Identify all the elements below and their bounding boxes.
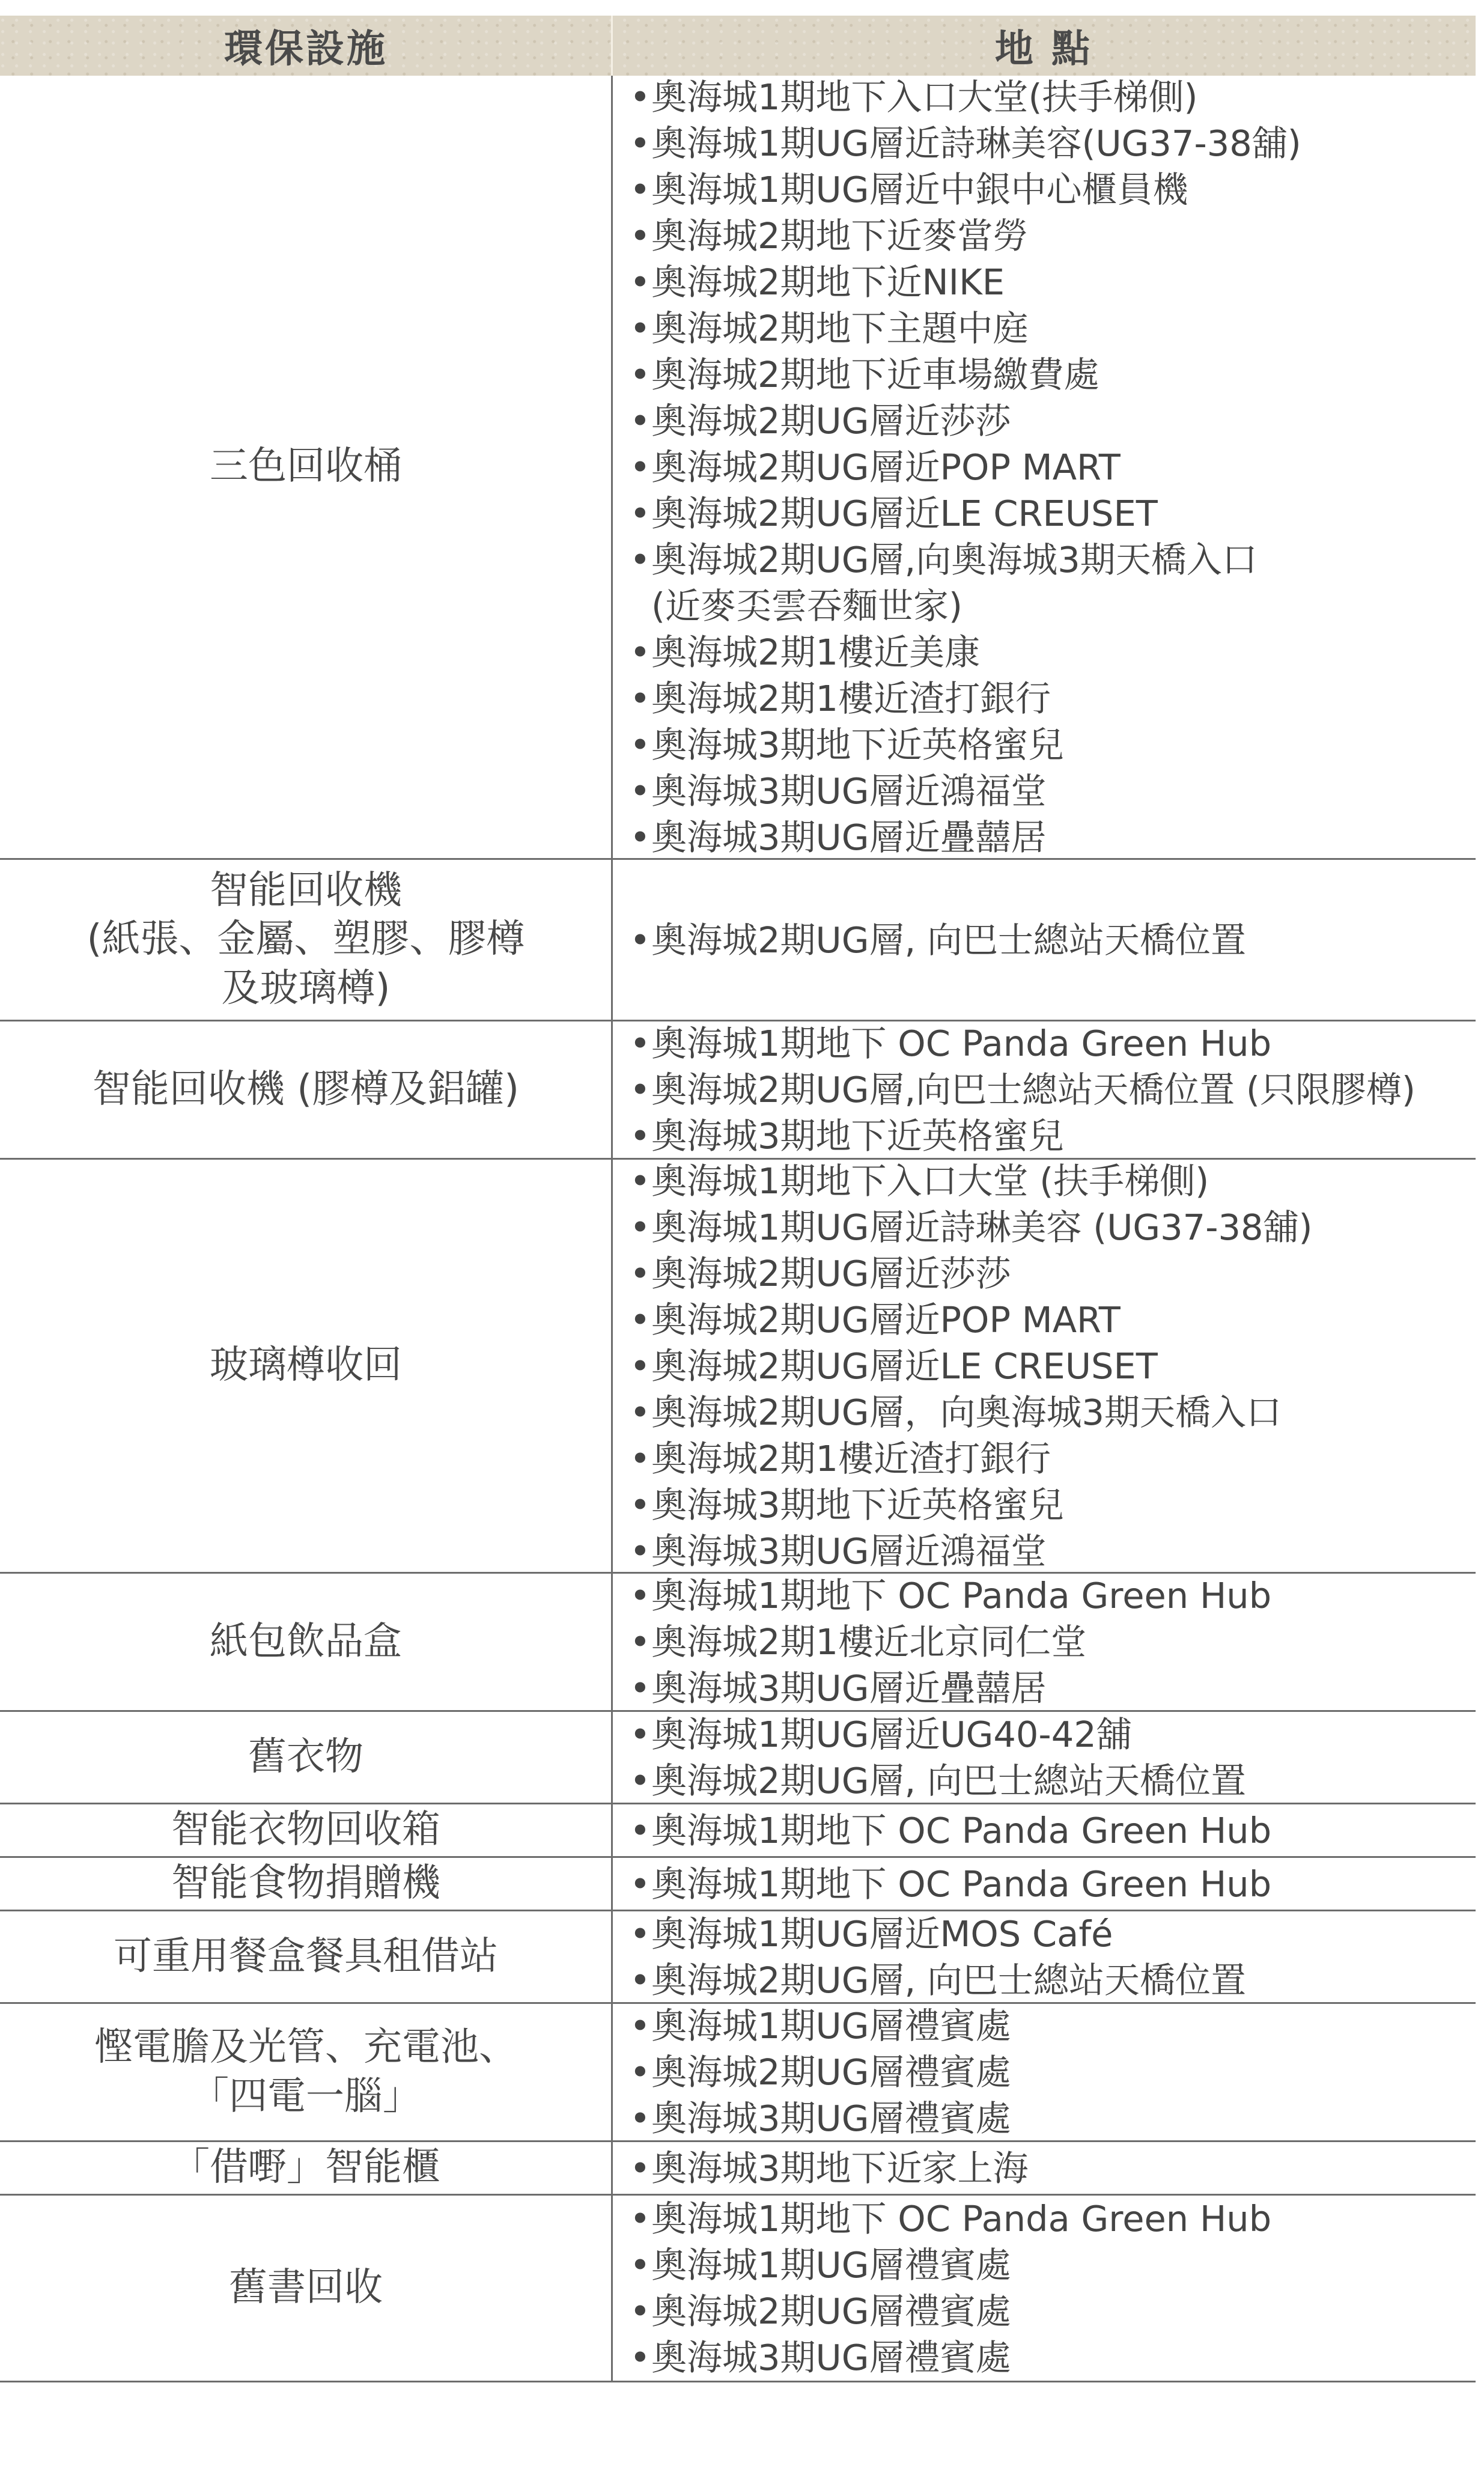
facility-cell: [0, 860, 612, 1020]
location-cell: [613, 1574, 1476, 1710]
location-item: [630, 917, 1476, 963]
bullet-icon: •: [630, 2337, 651, 2378]
bullet-icon: •: [630, 168, 651, 210]
bullet-icon: •: [630, 76, 651, 118]
bullet-icon: •: [630, 1759, 651, 1801]
bullet-icon: •: [630, 2291, 651, 2332]
location-text: 奧海城1期UG層近中銀中心櫃員機: [651, 168, 1188, 210]
facility-cell: [0, 76, 612, 858]
facility-cell: [0, 2004, 612, 2140]
bullet-icon: •: [630, 1160, 651, 1202]
location-item: [630, 2334, 1476, 2381]
location-item: [630, 814, 1476, 860]
location-text: 奧海城2期1樓近渣打銀行: [651, 1437, 1051, 1479]
location-cell: [613, 860, 1476, 1020]
location-item: [630, 120, 1476, 166]
facility-name: 舊衣物: [248, 1734, 363, 1779]
table-row: [0, 1858, 1476, 1911]
facility-name: 慳電膽及光管、充電池、: [94, 2025, 517, 2070]
location-cell: [613, 2196, 1476, 2381]
location-item: [630, 675, 1476, 722]
location-item: [630, 1250, 1476, 1297]
location-cell: [613, 1712, 1476, 1803]
location-item: [630, 1665, 1476, 1711]
bullet-icon: •: [630, 770, 651, 812]
location-item: [630, 1067, 1476, 1113]
facility-cell: [0, 1911, 612, 2002]
table-row: [0, 1160, 1476, 1574]
bullet-icon: •: [630, 2098, 651, 2139]
location-item: [630, 2288, 1476, 2334]
table-row: [0, 2196, 1476, 2382]
facility-cell: [0, 2196, 612, 2381]
bullet-icon: •: [630, 1023, 651, 1064]
bullet-icon: •: [630, 723, 651, 766]
table-row: [0, 1712, 1476, 1804]
facility-cell: [0, 2142, 612, 2194]
facility-name: 智能食物捐贈機: [171, 1861, 440, 1906]
table-row: [0, 860, 1476, 1021]
bullet-icon: •: [630, 353, 651, 395]
location-item: [630, 213, 1476, 259]
location-text: 奧海城3期UG層近鴻福堂: [651, 770, 1047, 812]
location-item: [630, 1343, 1476, 1389]
location-item: [630, 722, 1476, 768]
bullet-icon: •: [630, 2244, 651, 2286]
location-text: 奧海城1期UG層近詩琳美容 (UG37-38舖): [651, 1206, 1313, 1248]
bullet-icon: •: [630, 919, 651, 961]
location-text: 奧海城1期UG層禮賓處: [651, 2244, 1011, 2286]
bullet-icon: •: [630, 1913, 651, 1955]
location-item: [630, 74, 1476, 120]
location-text: 奧海城2期UG層近LE CREUSET: [651, 492, 1158, 534]
location-cell: [613, 1160, 1476, 1572]
location-item: [630, 1435, 1476, 1482]
bullet-icon: •: [630, 1530, 651, 1572]
bullet-icon: •: [630, 1959, 651, 2001]
location-item: [630, 1482, 1476, 1528]
location-text: 奧海城3期地下近家上海: [651, 2147, 1029, 2189]
facility-name: 舊書回收: [229, 2265, 383, 2310]
location-text: 奧海城1期UG層近詩琳美容(UG37-38舖): [651, 122, 1301, 164]
location-text: 奧海城1期UG層近UG40-42舖: [651, 1713, 1132, 1755]
facility-cell: [0, 1804, 612, 1856]
location-item: [630, 2196, 1476, 2242]
location-text: 奧海城1期地下入口大堂(扶手梯側): [651, 76, 1198, 118]
location-item: [630, 490, 1476, 537]
location-item: [630, 2145, 1476, 2191]
location-text: 奧海城2期UG層近POP MART: [651, 1298, 1121, 1341]
bullet-icon: •: [630, 1069, 651, 1110]
table-row: [0, 2142, 1476, 2196]
location-text: 奧海城2期UG層禮賓處: [651, 2051, 1011, 2093]
header-facility: 環保設施: [224, 27, 388, 72]
facility-name: (紙張、金屬、塑膠、膠樽: [87, 917, 525, 962]
bullet-icon: •: [630, 677, 651, 719]
location-text: 奧海城2期地下主題中庭: [651, 307, 1029, 349]
facility-cell: [0, 1574, 612, 1710]
bullet-icon: •: [630, 492, 651, 534]
location-text: 奧海城3期UG層禮賓處: [651, 2098, 1011, 2139]
location-item: [630, 2242, 1476, 2288]
location-item: [630, 1911, 1476, 1957]
location-item: [630, 2049, 1476, 2095]
location-text: 奧海城1期UG層禮賓處: [651, 2005, 1011, 2047]
table-row: [0, 2004, 1476, 2142]
location-text: 奧海城1期地下入口大堂 (扶手梯側): [651, 1160, 1209, 1202]
bullet-icon: •: [630, 1713, 651, 1755]
bullet-icon: •: [630, 1484, 651, 1526]
location-cell: [613, 1858, 1476, 1910]
location-item: [630, 1158, 1476, 1204]
location-item: [630, 1807, 1476, 1854]
facility-name: 三色回收桶: [210, 444, 402, 489]
bullet-icon: •: [630, 2005, 651, 2047]
location-text: 奧海城1期地下 OC Panda Green Hub: [651, 1863, 1272, 1905]
location-item: [630, 1528, 1476, 1574]
facility-cell: [0, 1712, 612, 1803]
table-row: [0, 1574, 1476, 1712]
facility-cell: [0, 1160, 612, 1572]
location-item: [630, 1113, 1476, 1159]
location-item: [630, 305, 1476, 352]
table-row: [0, 1021, 1476, 1160]
location-text: 奧海城3期UG層近鴻福堂: [651, 1530, 1047, 1572]
location-cell: [613, 1021, 1476, 1158]
bullet-icon: •: [630, 307, 651, 349]
location-text: 奧海城3期地下近英格蜜兒: [651, 1115, 1064, 1157]
bullet-icon: •: [630, 2147, 651, 2189]
location-text: 奧海城2期1樓近渣打銀行: [651, 677, 1051, 719]
location-item: [630, 1711, 1476, 1758]
bullet-icon: •: [630, 631, 651, 673]
location-text: 奧海城2期UG層禮賓處: [651, 2291, 1011, 2332]
bullet-icon: •: [630, 1437, 651, 1479]
bullet-icon: •: [630, 1621, 651, 1663]
location-text: 奧海城2期1樓近美康: [651, 631, 981, 673]
facility-name: 及玻璃樽): [221, 966, 391, 1011]
location-text: 奧海城1期地下 OC Panda Green Hub: [651, 1575, 1272, 1616]
location-text: 奧海城2期UG層近POP MART: [651, 446, 1121, 488]
location-item: [630, 1020, 1476, 1067]
location-item: [630, 768, 1476, 814]
bullet-icon: •: [630, 1115, 651, 1157]
location-text: 奧海城2期UG層, 向巴士總站天橋位置: [651, 919, 1246, 961]
bullet-icon: •: [630, 1298, 651, 1341]
location-item: [630, 398, 1476, 444]
location-text: 奧海城3期UG層近疊囍居: [651, 816, 1047, 858]
location-text: (近麥奀雲吞麵世家): [651, 585, 963, 627]
location-text: 奧海城1期地下 OC Panda Green Hub: [651, 1023, 1272, 1064]
location-text: 奧海城2期UG層近莎莎: [651, 400, 1011, 442]
location-item: [630, 1957, 1476, 2003]
location-item: [630, 1861, 1476, 1907]
bullet-icon: •: [630, 446, 651, 488]
location-text: 奧海城2期UG層,向奧海城3期天橋入口: [651, 538, 1257, 580]
location-item: [630, 629, 1476, 675]
bullet-icon: •: [630, 2051, 651, 2093]
bullet-icon: •: [630, 261, 651, 303]
location-text: 奧海城2期UG層,向巴士總站天橋位置 (只限膠樽): [651, 1069, 1416, 1110]
facility-name: 智能回收機 (膠樽及鋁罐): [92, 1067, 520, 1112]
bullet-icon: •: [630, 122, 651, 164]
location-text: 奧海城1期UG層近MOS Café: [651, 1913, 1113, 1955]
location-item: [630, 352, 1476, 398]
facility-name: 「借嘢」智能櫃: [171, 2145, 440, 2190]
location-text: 奧海城3期UG層近疊囍居: [651, 1667, 1047, 1709]
facility-name: 智能衣物回收箱: [171, 1807, 440, 1852]
location-text: 奧海城2期地下近車場繳費處: [651, 353, 1099, 395]
location-text: 奧海城3期UG層禮賓處: [651, 2337, 1011, 2378]
location-text: 奧海城2期UG層, 向巴士總站天橋位置: [651, 1759, 1246, 1801]
location-item: [630, 444, 1476, 490]
bullet-icon: •: [630, 1863, 651, 1905]
table-row: [0, 1804, 1476, 1858]
location-text: 奧海城1期地下 OC Panda Green Hub: [651, 1809, 1272, 1851]
facility-name: 智能回收機: [210, 868, 402, 913]
facility-name: 「四電一腦」: [190, 2074, 421, 2119]
location-text: 奧海城1期地下 OC Panda Green Hub: [651, 2198, 1272, 2239]
header-location: 地 點: [994, 27, 1093, 72]
location-item: [630, 259, 1476, 305]
location-text: 奧海城2期1樓近北京同仁堂: [651, 1621, 1087, 1663]
location-cell: [613, 1804, 1476, 1856]
location-text: 奧海城2期地下近NIKE: [651, 261, 1005, 303]
bullet-icon: •: [630, 215, 651, 257]
location-text: 奧海城3期地下近英格蜜兒: [651, 723, 1064, 766]
location-item: [630, 2095, 1476, 2142]
location-item: [630, 1758, 1476, 1804]
bullet-icon: •: [630, 400, 651, 442]
bullet-icon: •: [630, 1391, 651, 1433]
bullet-icon: •: [630, 1667, 651, 1709]
facility-name: 可重用餐盒餐具租借站: [114, 1934, 498, 1979]
location-item: [630, 166, 1476, 213]
location-item: [630, 1389, 1476, 1435]
location-text: 奧海城2期地下近麥當勞: [651, 215, 1029, 257]
location-text: 奧海城3期地下近英格蜜兒: [651, 1484, 1064, 1526]
bullet-icon: •: [630, 1345, 651, 1387]
table-row: [0, 1911, 1476, 2004]
location-cell: [613, 76, 1476, 858]
location-text: 奧海城2期UG層近莎莎: [651, 1252, 1011, 1294]
location-item: [630, 537, 1476, 583]
location-cell: [613, 1911, 1476, 2002]
bullet-icon: •: [630, 538, 651, 580]
location-text: 奧海城2期UG層，向奧海城3期天橋入口: [651, 1391, 1282, 1433]
location-item: [630, 1572, 1476, 1619]
facility-name: 玻璃樽收回: [210, 1343, 402, 1388]
table-header: [0, 16, 1476, 76]
location-item-continued: [630, 583, 1476, 629]
bullet-icon: •: [630, 1252, 651, 1294]
location-cell: [613, 2142, 1476, 2194]
bullet-icon: •: [630, 1809, 651, 1851]
location-item: [630, 2003, 1476, 2049]
bullet-icon: •: [630, 2198, 651, 2239]
table-row: [0, 76, 1476, 860]
location-cell: [613, 2004, 1476, 2140]
facility-cell: [0, 1021, 612, 1158]
location-item: [630, 1297, 1476, 1343]
location-item: [630, 1619, 1476, 1665]
facility-cell: [0, 1858, 612, 1910]
bullet-icon: •: [630, 1206, 651, 1248]
facility-name: 紙包飲品盒: [210, 1619, 402, 1664]
bullet-icon: •: [630, 1575, 651, 1616]
location-text: 奧海城2期UG層近LE CREUSET: [651, 1345, 1158, 1387]
location-item: [630, 1204, 1476, 1250]
bullet-icon: •: [630, 816, 651, 858]
location-text: 奧海城2期UG層, 向巴士總站天橋位置: [651, 1959, 1246, 2001]
